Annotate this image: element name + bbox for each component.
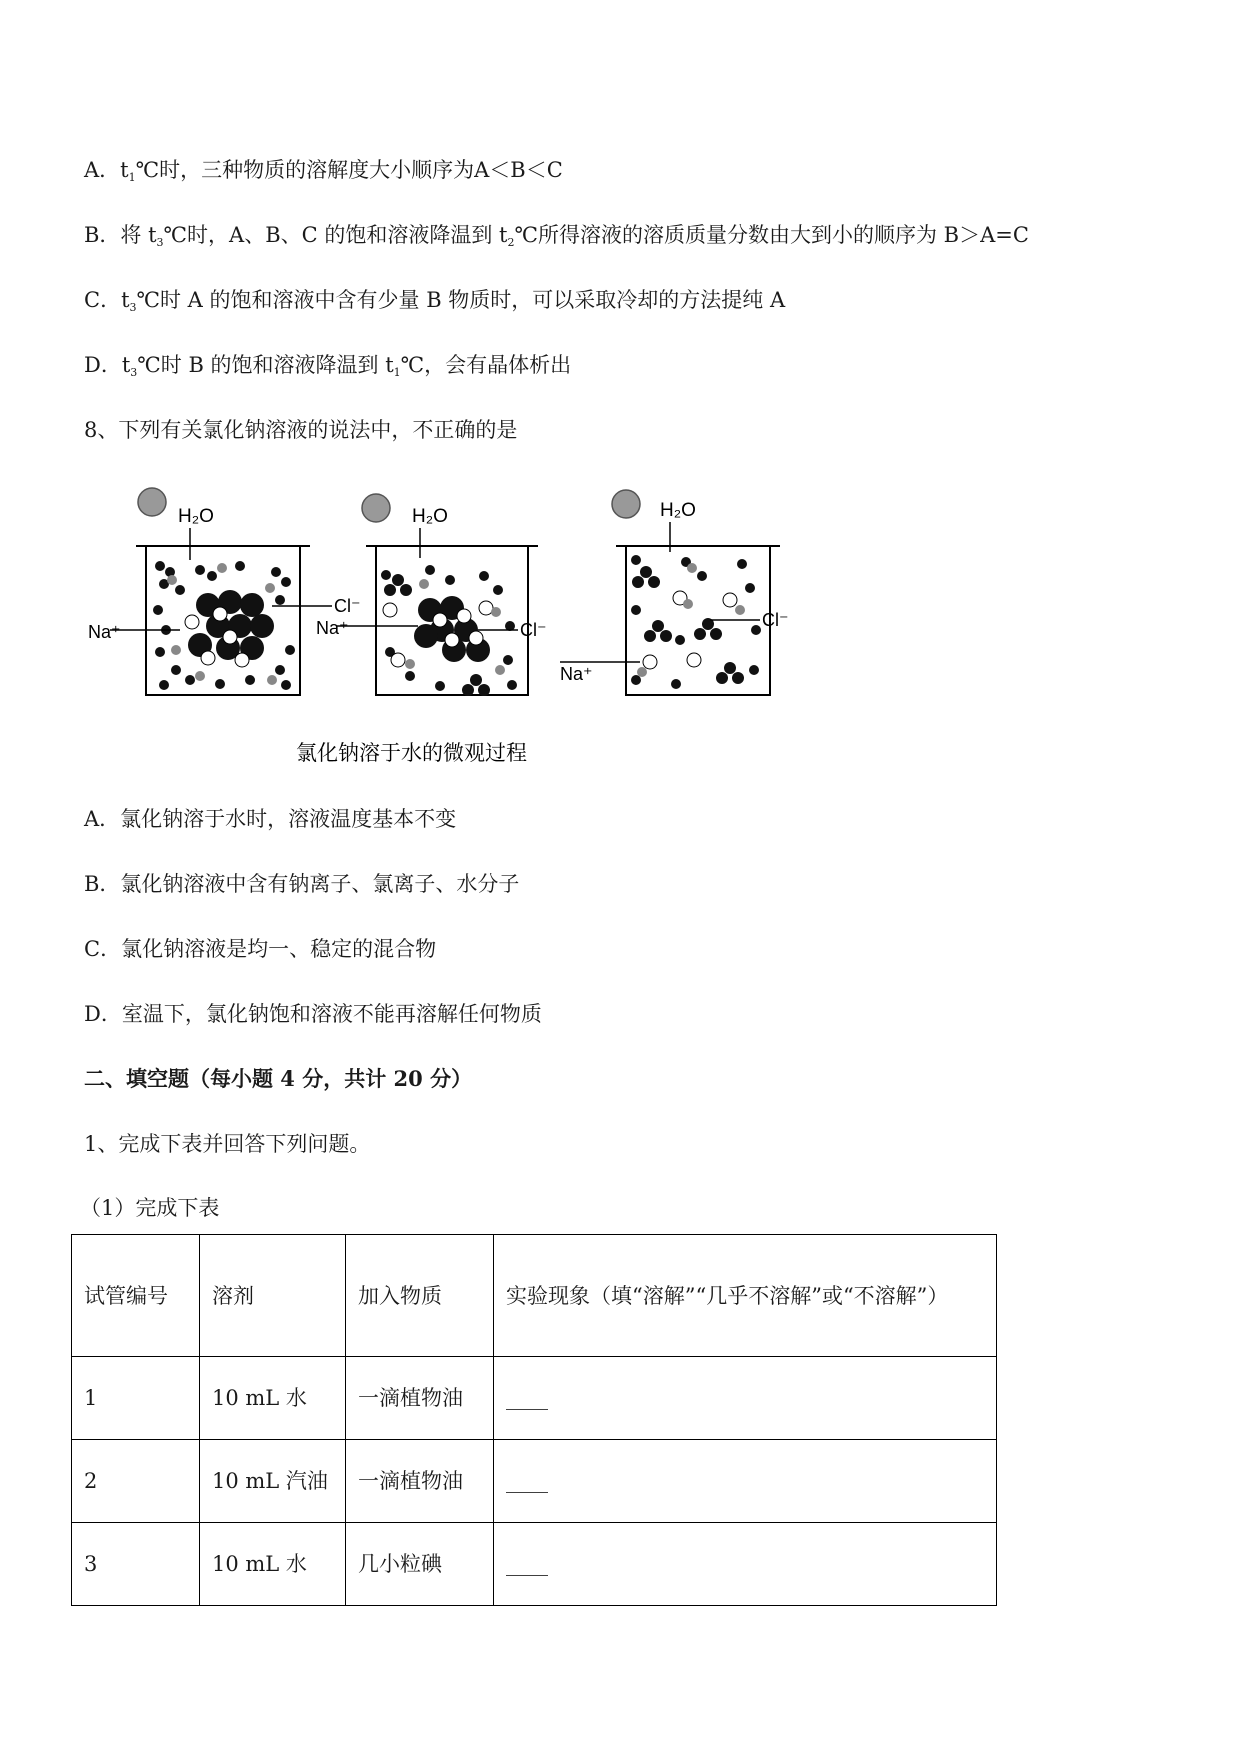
substance-cell: 一滴植物油 — [346, 1357, 494, 1440]
solvent-cell: 10 mL 水 — [200, 1357, 346, 1440]
section-heading: 二、填空题（每小题 4 分，共计 20 分） — [84, 1066, 473, 1091]
q7-option-d-text-3: ℃，会有晶体析出 — [400, 353, 572, 377]
q1-part1-label: （1）完成下表 — [80, 1196, 220, 1220]
answer-blank-line[interactable]: ____ — [506, 1386, 548, 1410]
tube-number: 3 — [72, 1523, 200, 1606]
subscript: 3 — [156, 236, 164, 249]
experiment-table — [71, 1234, 997, 1606]
substance-cell: 几小粒碘 — [346, 1523, 494, 1606]
table-header-cell: 试管编号 — [72, 1235, 200, 1357]
water-molecule-legend-icon — [612, 490, 640, 518]
table-row — [72, 1357, 997, 1440]
answer-blank[interactable] — [494, 1357, 997, 1440]
subscript: 2 — [507, 236, 515, 249]
water-label: H₂O — [660, 500, 696, 521]
sodium-label: Na⁺ — [560, 664, 593, 684]
tube-number: 1 — [72, 1357, 200, 1440]
chloride-label: Cl⁻ — [520, 620, 547, 640]
q8-option-b: B．氯化钠溶液中含有钠离子、氯离子、水分子 — [84, 872, 520, 896]
beaker-outline — [366, 546, 538, 695]
sodium-label: Na⁺ — [316, 618, 349, 638]
q7-option-a-text: A．t — [84, 158, 129, 182]
figure-caption: 氯化钠溶于水的微观过程 — [296, 742, 527, 765]
q7-option-d-text: D．t — [84, 353, 131, 377]
q7-option-d-text-2: ℃时 B 的饱和溶液降温到 t — [137, 353, 394, 377]
subscript: 3 — [129, 301, 137, 314]
solvent-cell: 10 mL 汽油 — [200, 1440, 346, 1523]
beaker-1 — [88, 488, 361, 695]
beaker-3 — [560, 490, 789, 695]
nacl-crystal — [185, 590, 274, 667]
tube-number: 2 — [72, 1440, 200, 1523]
q7-option-d — [84, 350, 571, 388]
q7-option-a-text-2: ℃时，三种物质的溶解度大小顺序为A＜B＜C — [135, 158, 563, 182]
water-label: H₂O — [178, 506, 214, 527]
sodium-label: Na⁺ — [88, 622, 121, 642]
chloride-label: Cl⁻ — [762, 610, 789, 630]
q7-option-c-text-2: ℃时 A 的饱和溶液中含有少量 B 物质时，可以采取冷却的方法提纯 A — [136, 288, 786, 312]
subscript: 1 — [393, 366, 401, 379]
answer-blank-line[interactable]: ____ — [506, 1552, 548, 1576]
water-label: H₂O — [412, 506, 448, 527]
subscript: 3 — [130, 366, 138, 379]
q8-option-c: C．氯化钠溶液是均一、稳定的混合物 — [84, 937, 437, 961]
answer-blank-line[interactable]: ____ — [506, 1469, 548, 1493]
table-header-cell: 实验现象（填“溶解”“几乎不溶解”或“不溶解”） — [494, 1235, 997, 1357]
q7-option-b-text-2: ℃时，A、B、C 的饱和溶液降温到 t — [163, 223, 508, 247]
table-header-cell: 加入物质 — [346, 1235, 494, 1357]
q7-option-c — [84, 285, 785, 323]
q8-stem: 8、下列有关氯化钠溶液的说法中，不正确的是 — [84, 418, 518, 442]
table-header-cell: 溶剂 — [200, 1235, 346, 1357]
nacl-crystal — [414, 596, 490, 662]
q7-option-b — [84, 220, 1029, 258]
subscript: 1 — [128, 171, 136, 184]
water-molecule-legend-icon — [138, 488, 166, 516]
water-molecule-legend-icon — [362, 494, 390, 522]
q7-option-a — [84, 155, 563, 193]
q7-option-b-text: B．将 t — [84, 223, 157, 247]
q7-option-b-text-3: ℃所得溶液的溶质质量分数由大到小的顺序为 B＞A=C — [514, 223, 1029, 247]
answer-blank[interactable] — [494, 1440, 997, 1523]
q8-option-d: D．室温下，氯化钠饱和溶液不能再溶解任何物质 — [84, 1002, 542, 1026]
solvent-cell: 10 mL 水 — [200, 1523, 346, 1606]
table-row — [72, 1440, 997, 1523]
q8-option-a: A．氯化钠溶于水时，溶液温度基本不变 — [84, 807, 457, 831]
nacl-dissolving-figure — [80, 480, 820, 770]
q1-stem: 1、完成下表并回答下列问题。 — [84, 1132, 371, 1156]
answer-blank[interactable] — [494, 1523, 997, 1606]
table-row — [72, 1523, 997, 1606]
chloride-label: Cl⁻ — [334, 596, 361, 616]
q7-option-c-text: C．t — [84, 288, 130, 312]
substance-cell: 一滴植物油 — [346, 1440, 494, 1523]
table-header-row — [72, 1235, 997, 1357]
beaker-2 — [316, 494, 547, 696]
